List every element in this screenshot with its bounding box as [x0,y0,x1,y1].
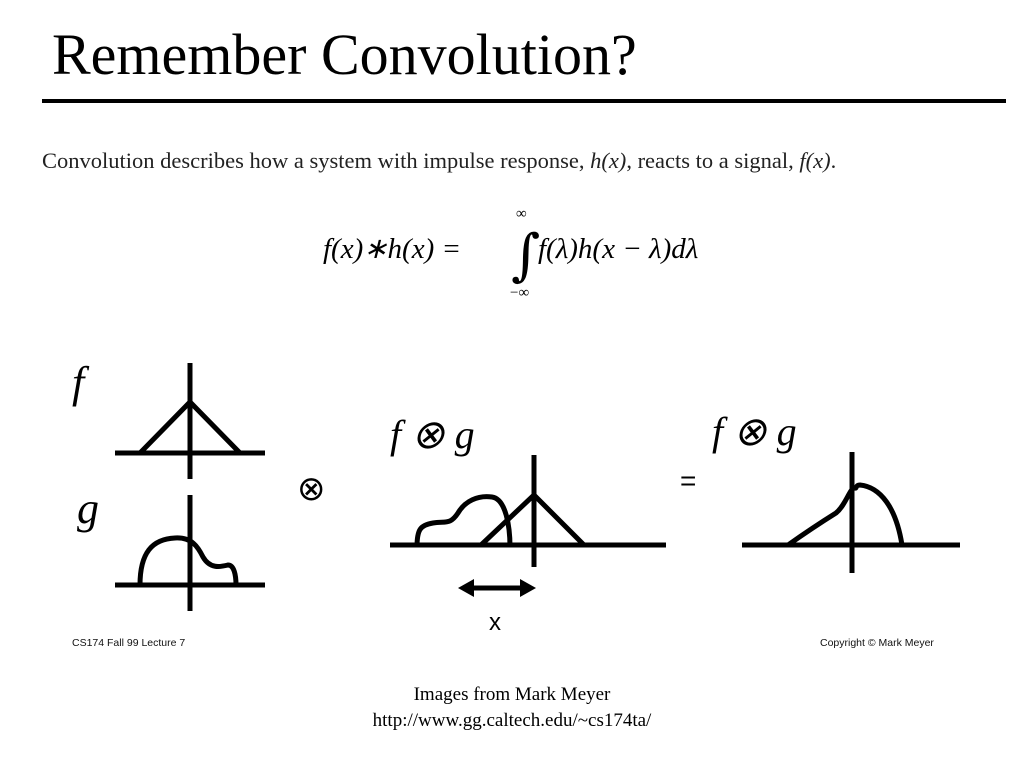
convolution-figure [60,355,960,655]
g-label: g [77,484,99,533]
result-f-conv-g-label: f ⊗ g [712,409,797,454]
shift-label: x [489,609,501,636]
formula-lhs: f(x)∗h(x) = [323,233,462,265]
lecture-caption: CS174 Fall 99 Lecture 7 [72,637,186,649]
shift-arrow-left-head [458,579,474,597]
equals-sign: = [680,465,697,496]
formula-integrand: f(λ)h(x − λ)dλ [538,233,699,265]
convolution-operator: ⊗ [297,469,326,509]
title-divider [42,99,1006,103]
shift-arrow-right-head [520,579,536,597]
copyright-caption: Copyright © Mark Meyer [820,637,934,649]
signal-term: f(x) [799,148,831,173]
intro-text [42,146,836,176]
formula-integral-sign: ∫ [511,223,541,288]
source-url: http://www.gg.caltech.edu/~cs174ta/ [372,710,652,731]
slide-title: Remember Convolution? [52,22,637,87]
middle-shifted-curve [417,497,510,547]
image-credit: Images from Mark Meyer [413,684,611,705]
intro-part-1: Convolution describes how a system with impulse response, [42,148,591,173]
f-label: f [72,358,85,407]
formula-upper-limit: ∞ [516,206,527,222]
result-curve [788,485,902,545]
impulse-response-term: h(x) [590,148,627,173]
middle-f-conv-g-label: f ⊗ g [390,412,475,457]
formula-lower-limit: −∞ [510,285,530,301]
intro-part-2: , reacts to a signal, [626,148,800,173]
intro-part-3: . [830,148,837,173]
convolution-formula [318,204,768,304]
